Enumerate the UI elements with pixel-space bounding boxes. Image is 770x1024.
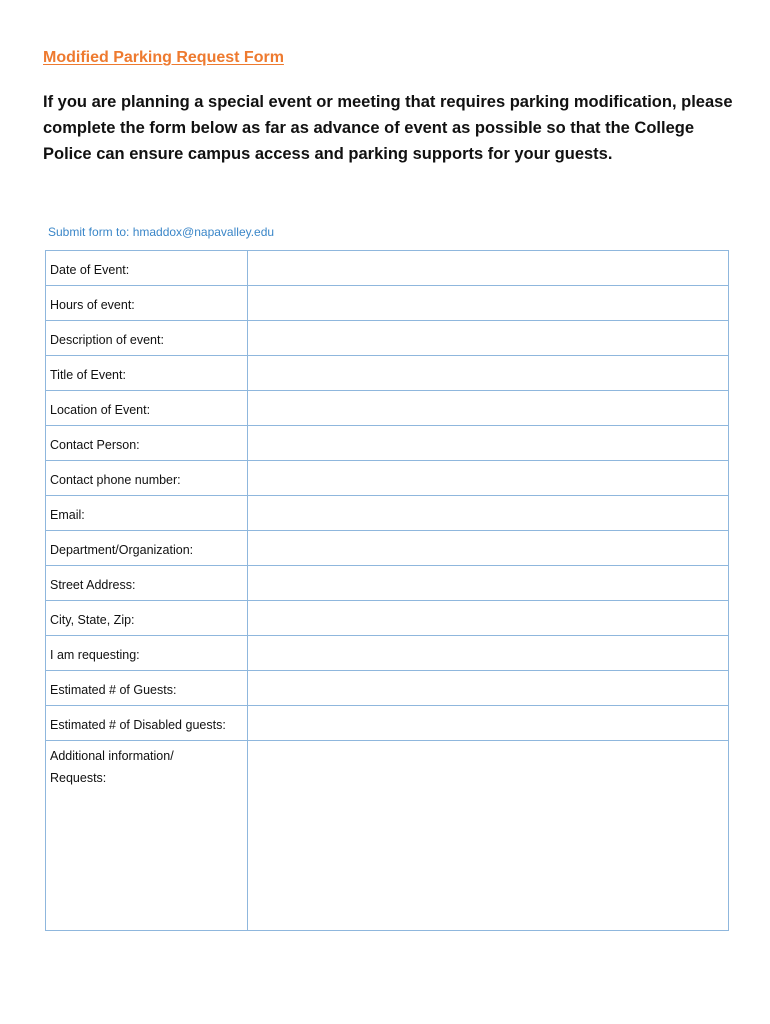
contact-phone-field[interactable] [248, 461, 729, 496]
field-label-line: Requests: [50, 771, 107, 785]
street-address-field[interactable] [248, 566, 729, 601]
submit-instructions: Submit form to: hmaddox@napavalley.edu [48, 225, 275, 239]
field-label: Street Address: [46, 566, 248, 601]
hours-of-event-field[interactable] [248, 286, 729, 321]
form-row-hours [46, 286, 729, 321]
additional-info-field[interactable] [248, 741, 729, 931]
form-row-location [46, 391, 729, 426]
field-label: Title of Event: [46, 356, 248, 391]
requesting-field[interactable] [248, 636, 729, 671]
field-label: Contact Person: [46, 426, 248, 461]
form-row-title [46, 356, 729, 391]
form-row-email [46, 496, 729, 531]
field-label: Hours of event: [46, 286, 248, 321]
field-label: Department/Organization: [46, 531, 248, 566]
field-label: Location of Event: [46, 391, 248, 426]
city-state-zip-field[interactable] [248, 601, 729, 636]
form-row-disabled-guests [46, 706, 729, 741]
field-label-line: Additional information/ [50, 749, 174, 763]
field-label: I am requesting: [46, 636, 248, 671]
form-row-street [46, 566, 729, 601]
request-form-table [45, 250, 729, 931]
description-field[interactable] [248, 321, 729, 356]
form-row-contact-person [46, 426, 729, 461]
form-row-description [46, 321, 729, 356]
email-field[interactable] [248, 496, 729, 531]
form-row-phone [46, 461, 729, 496]
location-field[interactable] [248, 391, 729, 426]
form-row-guests [46, 671, 729, 706]
form-title: Modified Parking Request Form [43, 49, 284, 66]
form-row-city [46, 601, 729, 636]
field-label: Description of event: [46, 321, 248, 356]
guests-field[interactable] [248, 671, 729, 706]
intro-paragraph: If you are planning a special event or meeting that requires parking modification, please complete the form below as far as advance of event as possible so that the College Police can ensure campus access and parking supports for your guests. [43, 93, 733, 163]
field-label: City, State, Zip: [46, 601, 248, 636]
form-row-department [46, 531, 729, 566]
disabled-guests-field[interactable] [248, 706, 729, 741]
field-label: Estimated # of Disabled guests: [46, 706, 248, 741]
contact-person-field[interactable] [248, 426, 729, 461]
field-label: Email: [46, 496, 248, 531]
field-label: Date of Event: [46, 251, 248, 286]
title-of-event-field[interactable] [248, 356, 729, 391]
field-label: Contact phone number: [46, 461, 248, 496]
form-row-requesting [46, 636, 729, 671]
date-of-event-field[interactable] [248, 251, 729, 286]
department-field[interactable] [248, 531, 729, 566]
field-label [46, 741, 248, 931]
form-row-additional [46, 741, 729, 931]
form-row-date [46, 251, 729, 286]
field-label: Estimated # of Guests: [46, 671, 248, 706]
